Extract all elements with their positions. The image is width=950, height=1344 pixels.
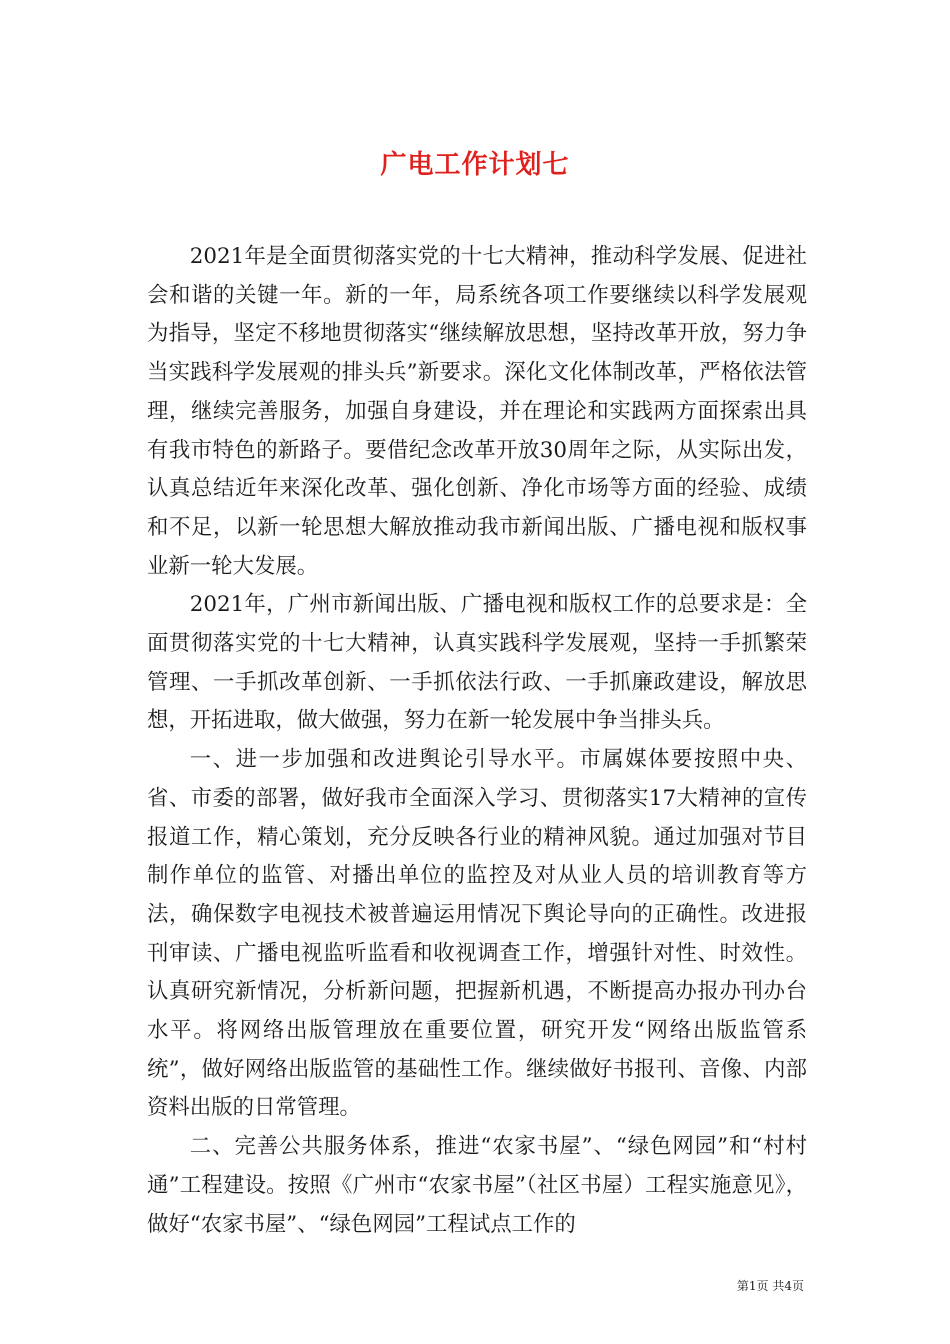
paragraph-section-one: 一、进一步加强和改进舆论引导水平。市属媒体要按照中央、省、市委的部署，做好我市全面深入学习、贯彻落实17大精神的宣传报道工作，精心策划，充分反映各行业的精神风貌。通过加强对节目制作单位的监管、对播出单位的监控及对从业人员的培训教育等方法，确保数字电视技术被普遍运用情况下舆论导向的正确性。改进报刊审读、广播电视监听监看和收视调查工作，增强针对性、时效性。认真研究新情况，分析新问题，把握新机遇，不断提高办报办刊办台水平。将网络出版管理放在重要位置，研究开发“网络出版监管系统”，做好网络出版监管的基础性工作。继续做好书报刊、音像、内部资料出版的日常管理。 [147, 747, 807, 1121]
paragraph-intro: 2021年是全面贯彻落实党的十七大精神，推动科学发展、促进社会和谐的关键一年。新的一年，局系统各项工作要继续以科学发展观为指导，坚定不移地贯彻落实“继续解放思想，坚持改革开放，努力争当实践科学发展观的排头兵”新要求。深化文化体制改革，严格依法管理，继续完善服务，加强自身建设，并在理论和实践两方面探索出具有我市特色的新路子。要借纪念改革开放30周年之际，从实际出发，认真总结近年来深化改革、强化创新、净化市场等方面的经验、成绩和不足，以新一轮思想大解放推动我市新闻出版、广播电视和版权事业新一轮大发展。 [147, 244, 807, 579]
document-body [147, 238, 807, 1244]
document-title: 广电工作计划七 [380, 150, 570, 181]
paragraph-general-requirements: 2021年，广州市新闻出版、广播电视和版权工作的总要求是：全面贯彻落实党的十七大精神，认真实践科学发展观，坚持一手抓繁荣管理、一手抓改革创新、一手抓依法行政、一手抓廉政建设，解放思想，开拓进取，做大做强，努力在新一轮发展中争当排头兵。 [147, 592, 807, 734]
page-number-footer: 第1页 共4页 [736, 1279, 804, 1293]
paragraph-section-two: 二、完善公共服务体系，推进“农家书屋”、“绿色网园”和“村村通”工程建设。按照《广州市“农家书屋”（社区书屋）工程实施意见》，做好“农家书屋”、“绿色网园”工程试点工作的 [147, 1134, 807, 1237]
